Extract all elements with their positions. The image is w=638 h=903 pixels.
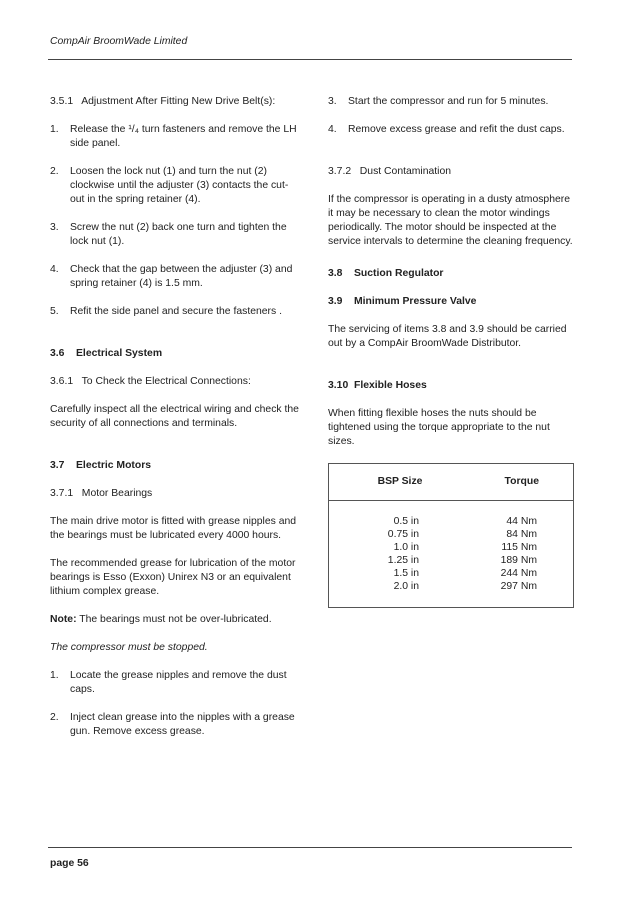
bsp-size-cell: 1.5 in bbox=[393, 568, 419, 579]
table-row bbox=[329, 528, 573, 541]
item-number: 4. bbox=[50, 264, 59, 275]
footer-divider bbox=[48, 847, 572, 848]
section-number: 3.8 bbox=[328, 268, 343, 279]
section-heading-3-7 bbox=[50, 459, 300, 473]
adjustment-steps bbox=[50, 123, 300, 319]
section-title: Adjustment After Fitting New Drive Belt(s): bbox=[81, 96, 276, 107]
column-header-torque: Torque bbox=[504, 476, 539, 487]
section-title: Motor Bearings bbox=[81, 488, 153, 499]
torque-cell: 297 Nm bbox=[500, 581, 537, 592]
item-number: 3. bbox=[50, 222, 59, 233]
bsp-size-cell: 1.25 in bbox=[387, 555, 419, 566]
section-number: 3.7.1 bbox=[50, 488, 74, 499]
paragraph: The recommended grease for lubrication of the motor bearings is Esso (Exxon) Unirex N3 or an equivalent lithium complex grease. bbox=[50, 558, 296, 597]
section-number: 3.6 bbox=[50, 348, 65, 359]
item-text: Locate the grease nipples and remove the dust caps. bbox=[70, 670, 287, 695]
section-heading-3-6-1 bbox=[50, 375, 300, 389]
paragraph: Carefully inspect all the electrical wiring and check the security of all connections and terminals. bbox=[50, 404, 299, 429]
torque-cell: 189 Nm bbox=[500, 555, 537, 566]
section-title: Flexible Hoses bbox=[354, 380, 427, 391]
list-item bbox=[50, 305, 300, 319]
item-number: 2. bbox=[50, 712, 59, 723]
section-heading-3-5-1 bbox=[50, 95, 300, 109]
item-text: Start the compressor and run for 5 minutes. bbox=[348, 96, 549, 107]
item-number: 5. bbox=[50, 306, 59, 317]
table-row bbox=[329, 541, 573, 554]
item-number: 1. bbox=[50, 670, 59, 681]
header-divider bbox=[48, 59, 572, 60]
column-header-bsp-size: BSP Size bbox=[377, 476, 423, 487]
item-number: 2. bbox=[50, 166, 59, 177]
note-label: Note: bbox=[50, 614, 77, 625]
section-number: 3.10 bbox=[328, 380, 349, 391]
item-text: Refit the side panel and secure the fasteners . bbox=[70, 306, 282, 317]
table-body bbox=[329, 501, 573, 607]
item-text: Screw the nut (2) back one turn and tighten the lock nut (1). bbox=[70, 222, 287, 247]
table-header bbox=[329, 464, 573, 501]
table-row bbox=[329, 515, 573, 528]
torque-cell: 244 Nm bbox=[500, 568, 537, 579]
torque-cell: 44 Nm bbox=[506, 516, 537, 527]
section-heading-3-7-2 bbox=[328, 165, 573, 179]
section-heading-3-8 bbox=[328, 267, 573, 281]
grease-steps bbox=[50, 669, 300, 739]
item-number: 1. bbox=[50, 124, 59, 135]
document-header: CompAir BroomWade Limited bbox=[50, 36, 188, 47]
page-number: page 56 bbox=[50, 858, 89, 869]
item-text: Remove excess grease and refit the dust caps. bbox=[348, 124, 565, 135]
right-column bbox=[328, 95, 573, 608]
item-text: Check that the gap between the adjuster (3) and spring retainer (4) is 1.5 mm. bbox=[70, 264, 293, 289]
list-item bbox=[328, 123, 573, 137]
section-title: Dust Contamination bbox=[359, 166, 452, 177]
item-text: Release the ¹/₄ turn fasteners and remove the LH side panel. bbox=[70, 124, 297, 149]
list-item bbox=[50, 221, 300, 249]
paragraph: When fitting flexible hoses the nuts should be tightened using the torque appropriate to the nut sizes. bbox=[328, 408, 550, 447]
section-heading-3-7-1 bbox=[50, 487, 300, 501]
paragraph: The servicing of items 3.8 and 3.9 should be carried out by a CompAir BroomWade Distributor. bbox=[328, 324, 567, 349]
section-heading-3-10 bbox=[328, 379, 573, 393]
item-number: 4. bbox=[328, 124, 337, 135]
note-text: The bearings must not be over-lubricated. bbox=[76, 614, 272, 625]
bsp-size-cell: 0.5 in bbox=[393, 516, 419, 527]
torque-cell: 115 Nm bbox=[501, 542, 537, 553]
paragraph: If the compressor is operating in a dusty atmosphere it may be necessary to clean the motor windings periodically. The motor should be inspected at the service intervals to determine the cleaning frequency. bbox=[328, 194, 573, 247]
section-title: Minimum Pressure Valve bbox=[354, 296, 477, 307]
table-row bbox=[329, 580, 573, 593]
bsp-size-cell: 1.0 in bbox=[393, 542, 419, 553]
section-number: 3.7.2 bbox=[328, 166, 352, 177]
bsp-size-cell: 0.75 in bbox=[387, 529, 419, 540]
list-item bbox=[328, 95, 573, 109]
list-item bbox=[50, 711, 300, 739]
table-row bbox=[329, 567, 573, 580]
item-text: Loosen the lock nut (1) and turn the nut (2) clockwise until the adjuster (3) contacts the cut-out in the spring retainer (4). bbox=[70, 166, 289, 205]
list-item bbox=[50, 263, 300, 291]
left-column bbox=[50, 95, 300, 753]
section-number: 3.5.1 bbox=[50, 96, 74, 107]
section-title: Electric Motors bbox=[76, 460, 152, 471]
section-number: 3.6.1 bbox=[50, 376, 74, 387]
list-item bbox=[50, 669, 300, 697]
section-title: Suction Regulator bbox=[354, 268, 444, 279]
item-text: Inject clean grease into the nipples with a grease gun. Remove excess grease. bbox=[70, 712, 295, 737]
section-number: 3.7 bbox=[50, 460, 65, 471]
item-number: 3. bbox=[328, 96, 337, 107]
table-row bbox=[329, 554, 573, 567]
list-item bbox=[50, 123, 300, 151]
torque-cell: 84 Nm bbox=[506, 529, 537, 540]
list-item bbox=[50, 165, 300, 207]
section-heading-3-9 bbox=[328, 295, 573, 309]
bsp-size-cell: 2.0 in bbox=[393, 581, 419, 592]
section-title: Electrical System bbox=[76, 348, 163, 359]
torque-table bbox=[328, 463, 574, 608]
section-title: To Check the Electrical Connections: bbox=[81, 376, 251, 387]
paragraph: The main drive motor is fitted with grease nipples and the bearings must be lubricated every 4000 hours. bbox=[50, 516, 297, 541]
grease-steps-continued bbox=[328, 95, 573, 137]
section-heading-3-6 bbox=[50, 347, 300, 361]
italic-instruction: The compressor must be stopped. bbox=[50, 642, 208, 653]
section-number: 3.9 bbox=[328, 296, 343, 307]
note bbox=[50, 613, 300, 627]
